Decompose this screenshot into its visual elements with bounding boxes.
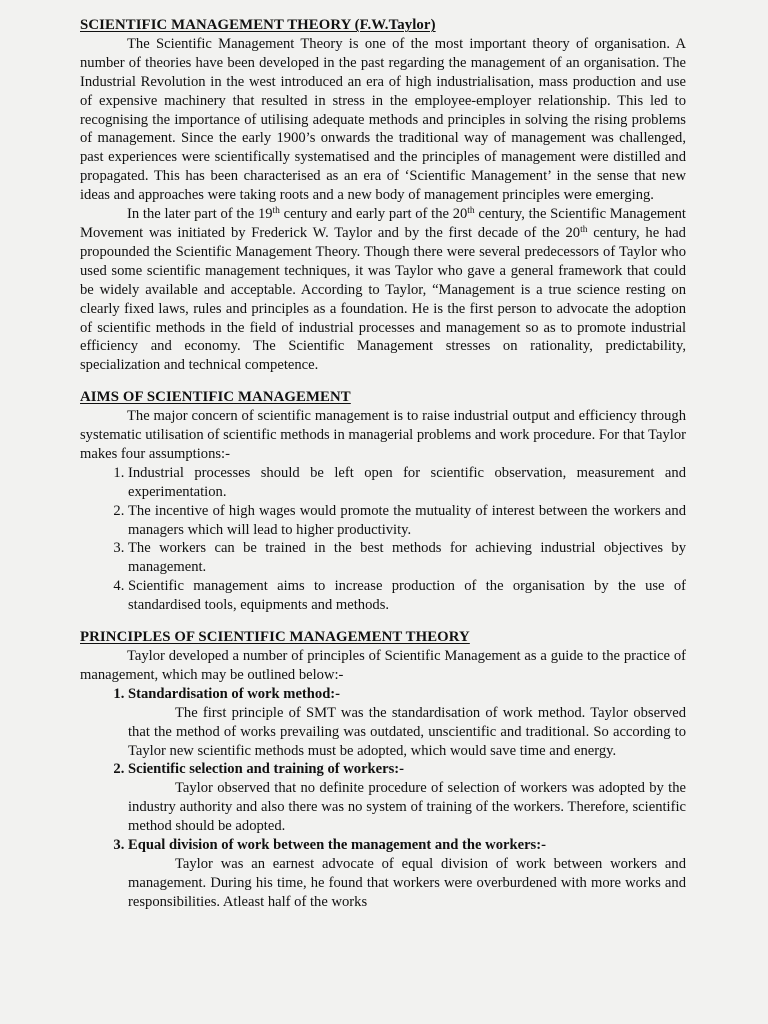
aims-list xyxy=(80,464,686,615)
superscript: th xyxy=(467,206,475,217)
paragraph-intro: The Scientific Management Theory is one of the most important theory of organisation. A number of theories have been developed in the past regarding the management of an organisation. The Industrial Revolution in the west introduced an era of high industrialisation, mass production and use of expensive machinery that resulted in stress in the employee-employer relationship. This led to recognising the importance of utilising adequate methods and principles in solving the rising problems of management. Since the early 1900’s onwards the traditional way of management was challenged, past experiences were scientifically systematised and the principles of management were distilled and propagated. This has been characterised as an era of ‘Scientific Management’ in the sense that new ideas and approaches were taking roots and a new body of management principles were emerging. xyxy=(80,35,686,204)
list-item: 4. Scientific management aims to increase production of the organisation by the use of standardised tools, equipments and methods. xyxy=(128,577,686,615)
principle-body: Taylor was an earnest advocate of equal division of work between workers and management. During his time, he found that workers were overburdened with more works and responsibilities. Atleast half of the works xyxy=(128,855,686,910)
section-heading-principles: PRINCIPLES OF SCIENTIFIC MANAGEMENT THEORY xyxy=(80,629,470,646)
list-item: 2. The incentive of high wages would promote the mutuality of interest between the workers and managers which will lead to higher productivity. xyxy=(128,502,686,540)
list-item: 3. The workers can be trained in the best methods for achieving industrial objectives by management. xyxy=(128,539,686,577)
principle-title: Standardisation of work method:- xyxy=(128,685,341,702)
principle-body: The first principle of SMT was the standardisation of work method. Taylor observed that the method of works prevailing was outdated, unscientific and traditional. So according to Taylor new scientific methods must be adopted, which would save time and energy. xyxy=(128,704,686,759)
principle-body: Taylor observed that no definite procedure of selection of workers was adopted by the industry authority and also there was no system of training of the workers. Therefore, scientific method should be adopted. xyxy=(128,780,686,835)
principles-list xyxy=(80,685,686,912)
section-heading-aims: AIMS OF SCIENTIFIC MANAGEMENT xyxy=(80,389,351,406)
text-fragment: century, the Scientific Management Movement was initiated by Frederick W. Taylor and by the first decade of the 20 xyxy=(80,206,686,241)
section-heading-scientific-management-theory: SCIENTIFIC MANAGEMENT THEORY (F.W.Taylor) xyxy=(80,17,436,33)
principle-item xyxy=(128,836,686,912)
principle-item xyxy=(128,760,686,836)
text-fragment: century and early part of the 20 xyxy=(279,206,468,223)
list-item: 1. Industrial processes should be left open for scientific observation, measurement and experimentation. xyxy=(128,464,686,502)
text-fragment: century, he had propounded the Scientific Management Theory. Though there were several predecessors of Taylor who used some scientific management techniques, it was Taylor who gave a general framework that could be widely available and acceptable. According to Taylor, “Management is a true science resting on clearly fixed laws, rules and principles as a foundation. He is the first person to advocate the adoption of scientific methods in the field of industrial processes and management so as to promote industrial efficiency and economy. The Scientific Management stresses on rationality, predictability, specialization and technical competence. xyxy=(80,224,686,374)
principle-title: Scientific selection and training of workers:- xyxy=(128,761,405,778)
paragraph-principles-intro: Taylor developed a number of principles of Scientific Management as a guide to the practice of management, which may be outlined below:- xyxy=(80,648,686,683)
paragraph-taylor-history xyxy=(80,205,686,375)
principle-title: Equal division of work between the management and the workers:- xyxy=(128,837,546,854)
paragraph-aims-intro: The major concern of scientific management is to raise industrial output and efficiency through systematic utilisation of scientific methods in managerial problems and work procedure. For that Taylor makes four assumptions:- xyxy=(80,408,686,462)
superscript: th xyxy=(580,224,588,235)
text-fragment: In the later part of the 19 xyxy=(127,206,273,223)
principle-item xyxy=(128,685,686,761)
superscript: th xyxy=(272,206,280,217)
